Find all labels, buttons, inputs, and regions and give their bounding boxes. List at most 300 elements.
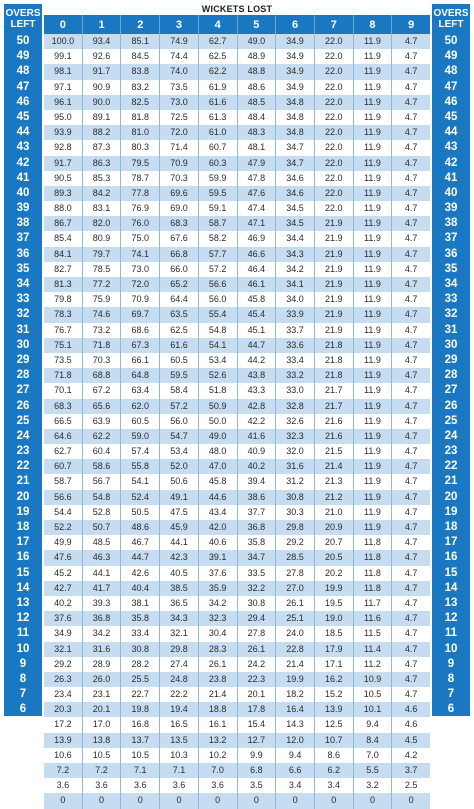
- overs-left-value: 26: [16, 399, 30, 412]
- table-cell: 60.3: [199, 156, 238, 171]
- overs-left-value: 14: [16, 581, 30, 594]
- table-cell: 75.9: [83, 292, 122, 307]
- table-cell: 50.7: [83, 520, 122, 535]
- table-cell: 34.2: [276, 262, 315, 277]
- overs-left-value-right: 48: [444, 65, 458, 78]
- table-cell: 21.2: [315, 490, 354, 505]
- table-cell: 6.8: [238, 763, 277, 778]
- table-cell: 55.4: [199, 307, 238, 322]
- table-row: [44, 64, 430, 79]
- wicket-header-1: 1: [83, 15, 122, 34]
- table-cell: 48.9: [238, 49, 277, 64]
- table-cell: 21.7: [315, 383, 354, 398]
- table-cell: 34.2: [199, 596, 238, 611]
- table-cell: 39.3: [83, 596, 122, 611]
- table-cell: 58.7: [44, 474, 83, 489]
- overs-left-column-left: [4, 4, 42, 807]
- table-cell: 10.5: [83, 748, 122, 763]
- table-cell: 11.9: [354, 490, 393, 505]
- table-cell: 21.9: [315, 292, 354, 307]
- table-cell: 0: [238, 793, 277, 808]
- table-cell: 34.9: [44, 626, 83, 641]
- overs-left-header-right-line1: OVERS: [433, 8, 469, 19]
- table-cell: 62.2: [83, 429, 122, 444]
- table-cell: 0: [160, 793, 199, 808]
- table-cell: 63.4: [121, 383, 160, 398]
- overs-left-value-right: 8: [447, 672, 455, 685]
- table-cell: 4.6: [404, 704, 418, 715]
- table-cell: 48.5: [83, 535, 122, 550]
- table-cell: 17.9: [315, 642, 354, 657]
- overs-left-value: 6: [19, 703, 27, 716]
- table-cell: 11.9: [354, 95, 393, 110]
- table-cell: 4.7: [404, 324, 418, 335]
- overs-left-value-right: 47: [444, 80, 458, 93]
- table-cell: 11.9: [354, 307, 393, 322]
- overs-left-header-right: [432, 4, 470, 34]
- table-cell: 4.7: [404, 354, 418, 365]
- overs-left-value-right: 5: [447, 718, 455, 731]
- table-cell: 34.7: [276, 156, 315, 171]
- table-cell: 84.5: [121, 49, 160, 64]
- table-cell: 26.1: [276, 596, 315, 611]
- table-cell: 11.9: [354, 80, 393, 95]
- table-cell: 4.7: [404, 446, 418, 457]
- table-cell: 11.9: [354, 338, 393, 353]
- table-row: [44, 399, 430, 414]
- overs-left-value: 25: [16, 414, 30, 427]
- table-cell: 34.5: [276, 216, 315, 231]
- table-cell: 49.0: [238, 34, 277, 49]
- table-cell: 11.9: [354, 64, 393, 79]
- table-cell: 56.7: [83, 474, 122, 489]
- table-cell: 11.9: [354, 262, 393, 277]
- table-cell: 16.1: [199, 717, 238, 732]
- table-cell: 79.5: [121, 156, 160, 171]
- table-cell: 61.9: [199, 80, 238, 95]
- table-row: [44, 231, 430, 246]
- table-cell: 86.7: [44, 216, 83, 231]
- table-cell: 47.8: [238, 171, 277, 186]
- overs-left-value-right: 27: [444, 384, 458, 397]
- table-cell: 83.1: [83, 201, 122, 216]
- table-cell: 36.5: [160, 596, 199, 611]
- table-cell: 11.9: [354, 520, 393, 535]
- table-row: [44, 474, 430, 489]
- table-cell: 11.9: [354, 414, 393, 429]
- overs-left-value: 17: [16, 536, 30, 549]
- table-cell: 7.2: [44, 763, 83, 778]
- table-cell: 43.4: [199, 505, 238, 520]
- table-cell: 11.9: [354, 383, 393, 398]
- table-cell: 12.5: [315, 717, 354, 732]
- table-cell: 4.7: [404, 597, 418, 608]
- table-cell: 64.6: [44, 429, 83, 444]
- table-cell: 50.9: [199, 399, 238, 414]
- table-cell: 80.9: [83, 231, 122, 246]
- table-cell: 16.2: [315, 672, 354, 687]
- table-cell: 3.6: [83, 778, 122, 793]
- table-cell: 74.4: [160, 49, 199, 64]
- table-cell: 21.8: [315, 368, 354, 383]
- table-cell: 66.8: [160, 247, 199, 262]
- overs-left-header: [4, 4, 42, 34]
- table-cell: 47.9: [238, 156, 277, 171]
- table-cell: 26.3: [44, 672, 83, 687]
- table-row: [44, 535, 430, 550]
- overs-left-value-right: 1: [447, 779, 455, 792]
- overs-left-value: 13: [16, 596, 30, 609]
- table-cell: 20.1: [83, 702, 122, 717]
- table-cell: 31.2: [276, 474, 315, 489]
- table-cell: 11.9: [354, 399, 393, 414]
- table-cell: 46.3: [83, 550, 122, 565]
- table-cell: 4.7: [404, 643, 418, 654]
- table-cell: 79.7: [83, 247, 122, 262]
- table-row: [44, 353, 430, 368]
- table-cell: 11.9: [354, 247, 393, 262]
- table-cell: 4.7: [404, 476, 418, 487]
- table-cell: 65.2: [160, 277, 199, 292]
- table-cell: 47.0: [199, 459, 238, 474]
- table-cell: 91.7: [44, 156, 83, 171]
- table-cell: 22.0: [315, 186, 354, 201]
- overs-left-value-right: 43: [444, 141, 458, 154]
- overs-left-value-right: 34: [444, 278, 458, 290]
- overs-left-value: 4: [19, 733, 27, 746]
- table-cell: 29.8: [160, 642, 199, 657]
- table-cell: 13.5: [160, 733, 199, 748]
- table-cell: 23.1: [83, 687, 122, 702]
- table-cell: 7.2: [83, 763, 122, 778]
- table-cell: 82.7: [44, 262, 83, 277]
- table-cell: 4.7: [404, 172, 418, 183]
- table-cell: 28.9: [83, 657, 122, 672]
- table-cell: 34.9: [276, 34, 315, 49]
- table-cell: 3.6: [44, 778, 83, 793]
- table-cell: 10.7: [315, 733, 354, 748]
- table-cell: 4.7: [404, 537, 418, 548]
- table-cell: 30.8: [238, 596, 277, 611]
- table-cell: 3.6: [160, 778, 199, 793]
- table-cell: 12.7: [238, 733, 277, 748]
- table-cell: 32.1: [160, 626, 199, 641]
- table-cell: 29.2: [44, 657, 83, 672]
- table-row: [44, 520, 430, 535]
- overs-left-value-right: 2: [447, 764, 455, 776]
- table-cell: 0: [121, 793, 160, 808]
- table-cell: 4.2: [404, 749, 418, 760]
- table-cell: 4.5: [404, 734, 418, 745]
- table-cell: 47.6: [238, 186, 277, 201]
- table-cell: 73.0: [121, 262, 160, 277]
- table-cell: 22.0: [315, 125, 354, 140]
- table-cell: 66.0: [160, 262, 199, 277]
- table-cell: 34.3: [160, 611, 199, 626]
- table-cell: 35.8: [238, 535, 277, 550]
- overs-left-value: 1: [19, 779, 27, 792]
- table-cell: 4.7: [404, 51, 418, 62]
- table-cell: 69.6: [160, 186, 199, 201]
- table-cell: 9.9: [238, 748, 277, 763]
- table-cell: 18.8: [199, 702, 238, 717]
- wicket-header-4: 4: [199, 15, 238, 34]
- table-cell: 61.0: [199, 125, 238, 140]
- overs-left-value: 21: [16, 475, 30, 488]
- table-cell: 92.8: [44, 140, 83, 155]
- overs-left-column-right: [432, 4, 470, 807]
- table-cell: 60.5: [121, 414, 160, 429]
- table-cell: 46.7: [121, 535, 160, 550]
- table-cell: 50.0: [199, 414, 238, 429]
- table-cell: 11.6: [354, 611, 393, 626]
- table-cell: 17.8: [238, 702, 277, 717]
- table-cell: 4.7: [404, 248, 418, 259]
- table-cell: 39.4: [238, 474, 277, 489]
- table-cell: 24.0: [276, 626, 315, 641]
- table-cell: 4.7: [404, 415, 418, 426]
- table-cell: 13.8: [83, 733, 122, 748]
- table-cell: 40.5: [160, 566, 199, 581]
- overs-left-value-right: 35: [444, 262, 458, 275]
- table-cell: 77.2: [83, 277, 122, 292]
- table-cell: 4.7: [404, 370, 418, 381]
- table-cell: 32.1: [44, 642, 83, 657]
- table-cell: 65.6: [83, 399, 122, 414]
- table-cell: 4.7: [404, 36, 418, 46]
- table-row: [44, 596, 430, 611]
- table-cell: 58.4: [160, 383, 199, 398]
- table-row: [44, 459, 430, 474]
- table-cell: 5.5: [354, 763, 393, 778]
- table-cell: 48.6: [121, 520, 160, 535]
- overs-left-value-right: 50: [444, 35, 458, 47]
- table-cell: 21.4: [199, 687, 238, 702]
- table-cell: 22.0: [315, 80, 354, 95]
- overs-left-value-right: 38: [444, 217, 458, 230]
- table-cell: 61.6: [160, 338, 199, 353]
- table-cell: 79.8: [44, 292, 83, 307]
- table-cell: 61.3: [199, 110, 238, 125]
- table-cell: 59.0: [121, 429, 160, 444]
- table-cell: 22.0: [315, 201, 354, 216]
- overs-left-value: 40: [16, 186, 30, 199]
- table-cell: 15.4: [238, 717, 277, 732]
- table-cell: 49.1: [160, 490, 199, 505]
- table-cell: 56.0: [199, 292, 238, 307]
- overs-left-value: 16: [16, 551, 30, 564]
- overs-left-value-right: 42: [444, 156, 458, 169]
- table-row: [44, 292, 430, 307]
- overs-left-value: 22: [16, 460, 30, 473]
- table-cell: 34.6: [276, 171, 315, 186]
- table-row: [44, 277, 430, 292]
- table-cell: 45.9: [160, 520, 199, 535]
- overs-left-value: 30: [16, 338, 30, 351]
- table-row: [44, 429, 430, 444]
- overs-left-numbers: [4, 34, 42, 809]
- table-cell: 30.8: [121, 642, 160, 657]
- table-cell: 11.8: [354, 581, 393, 596]
- table-cell: 78.3: [44, 307, 83, 322]
- table-cell: 19.9: [276, 672, 315, 687]
- table-cell: 0: [199, 793, 238, 808]
- table-cell: 17.0: [83, 717, 122, 732]
- table-cell: 22.0: [315, 49, 354, 64]
- overs-left-value: 15: [16, 566, 30, 579]
- table-cell: 54.1: [199, 338, 238, 353]
- table-cell: 21.9: [315, 216, 354, 231]
- table-cell: 3.6: [199, 778, 238, 793]
- table-cell: 19.4: [160, 702, 199, 717]
- table-cell: 58.7: [199, 216, 238, 231]
- table-cell: 68.3: [160, 216, 199, 231]
- table-cell: 38.1: [121, 596, 160, 611]
- overs-left-value: 45: [16, 110, 30, 123]
- table-cell: 11.7: [354, 596, 393, 611]
- table-cell: 62.5: [199, 49, 238, 64]
- table-cell: 22.3: [238, 672, 277, 687]
- table-row: [44, 186, 430, 201]
- table-cell: 48.6: [238, 80, 277, 95]
- table-cell: 52.2: [44, 520, 83, 535]
- overs-left-value: 9: [19, 657, 27, 670]
- overs-left-value-right: 19: [444, 505, 458, 518]
- table-row: [44, 201, 430, 216]
- table-cell: 27.8: [238, 626, 277, 641]
- table-cell: 34.3: [276, 247, 315, 262]
- table-cell: 11.9: [354, 323, 393, 338]
- table-row: [44, 702, 430, 717]
- overs-left-value-right: 4: [447, 733, 455, 746]
- table-cell: 63.5: [160, 307, 199, 322]
- table-cell: 90.0: [83, 95, 122, 110]
- table-cell: 48.4: [238, 110, 277, 125]
- table-cell: 95.0: [44, 110, 83, 125]
- overs-left-value: 38: [16, 217, 30, 230]
- table-cell: 4.7: [404, 491, 418, 502]
- table-cell: 21.6: [315, 429, 354, 444]
- overs-left-value: 39: [16, 202, 30, 215]
- wicket-header-9: 9: [408, 18, 415, 31]
- table-cell: 81.0: [121, 125, 160, 140]
- table-cell: 76.7: [44, 323, 83, 338]
- table-cell: 61.6: [199, 95, 238, 110]
- table-cell: 73.2: [83, 323, 122, 338]
- table-cell: 87.3: [83, 140, 122, 155]
- table-cell: 100.0: [44, 34, 83, 49]
- overs-left-value: 43: [16, 141, 30, 154]
- overs-left-value-right: 12: [444, 612, 458, 625]
- table-row: [44, 566, 430, 581]
- table-cell: 72.0: [160, 125, 199, 140]
- overs-left-value-right: 29: [444, 353, 458, 366]
- overs-left-value-right: 40: [444, 186, 458, 199]
- table-cell: 70.9: [121, 292, 160, 307]
- table-cell: 60.7: [199, 140, 238, 155]
- table-cell: 32.6: [276, 414, 315, 429]
- table-cell: 66.1: [121, 353, 160, 368]
- table-cell: 0: [276, 793, 315, 808]
- overs-left-value: 28: [16, 369, 30, 382]
- table-row: [44, 657, 430, 672]
- table-cell: 34.8: [276, 110, 315, 125]
- table-row: [44, 642, 430, 657]
- table-cell: 48.5: [238, 95, 277, 110]
- overs-left-value-right: 20: [444, 490, 458, 503]
- resource-table: [44, 4, 430, 809]
- overs-left-value-right: 13: [444, 596, 458, 609]
- table-cell: 22.0: [315, 156, 354, 171]
- table-cell: 45.8: [238, 292, 277, 307]
- table-cell: 4.7: [404, 400, 418, 411]
- table-cell: 30.4: [199, 626, 238, 641]
- table-cell: 54.8: [199, 323, 238, 338]
- table-cell: 32.0: [276, 444, 315, 459]
- table-cell: 57.2: [160, 399, 199, 414]
- overs-left-value: 34: [16, 278, 30, 290]
- overs-left-value: 46: [16, 95, 30, 108]
- table-cell: 20.3: [44, 702, 83, 717]
- table-cell: 11.9: [354, 231, 393, 246]
- table-cell: 70.3: [83, 353, 122, 368]
- table-cell: 42.6: [121, 566, 160, 581]
- table-cell: 22.2: [160, 687, 199, 702]
- table-cell: 67.6: [160, 231, 199, 246]
- overs-left-value: 29: [16, 353, 30, 366]
- table-cell: 40.9: [238, 444, 277, 459]
- table-cell: 52.4: [121, 490, 160, 505]
- table-cell: 22.0: [315, 110, 354, 125]
- table-cell: 82.5: [121, 95, 160, 110]
- table-cell: 70.9: [160, 156, 199, 171]
- table-cell: 4.7: [404, 294, 418, 305]
- table-cell: 13.7: [121, 733, 160, 748]
- table-cell: 85.4: [44, 231, 83, 246]
- table-cell: 3.4: [315, 778, 354, 793]
- overs-left-value: 3: [19, 748, 27, 761]
- table-cell: 68.8: [83, 368, 122, 383]
- table-cell: 23.8: [199, 672, 238, 687]
- table-cell: 93.9: [44, 125, 83, 140]
- table-cell: 4.7: [404, 461, 418, 472]
- table-cell: 34.8: [276, 125, 315, 140]
- table-cell: 34.9: [276, 64, 315, 79]
- table-cell: 41.7: [83, 581, 122, 596]
- table-cell: 58.2: [199, 231, 238, 246]
- table-cell: 44.1: [160, 535, 199, 550]
- table-cell: 32.8: [276, 399, 315, 414]
- overs-left-value: 24: [16, 429, 30, 442]
- table-cell: 33.9: [276, 307, 315, 322]
- overs-left-value: 41: [16, 171, 30, 184]
- table-cell: 10.6: [44, 748, 83, 763]
- table-cell: 13.9: [44, 733, 83, 748]
- table-cell: 11.9: [354, 216, 393, 231]
- table-cell: 89.3: [44, 186, 83, 201]
- table-cell: 21.0: [315, 505, 354, 520]
- table-cell: 46.9: [238, 231, 277, 246]
- table-cell: 34.0: [276, 292, 315, 307]
- table-cell: 82.0: [83, 216, 122, 231]
- table-cell: 9.4: [354, 717, 393, 732]
- table-cell: 0: [83, 793, 122, 808]
- table-cell: 92.6: [83, 49, 122, 64]
- table-cell: 78.5: [83, 262, 122, 277]
- table-cell: 67.3: [121, 338, 160, 353]
- table-cell: 32.2: [238, 581, 277, 596]
- table-cell: 41.6: [238, 429, 277, 444]
